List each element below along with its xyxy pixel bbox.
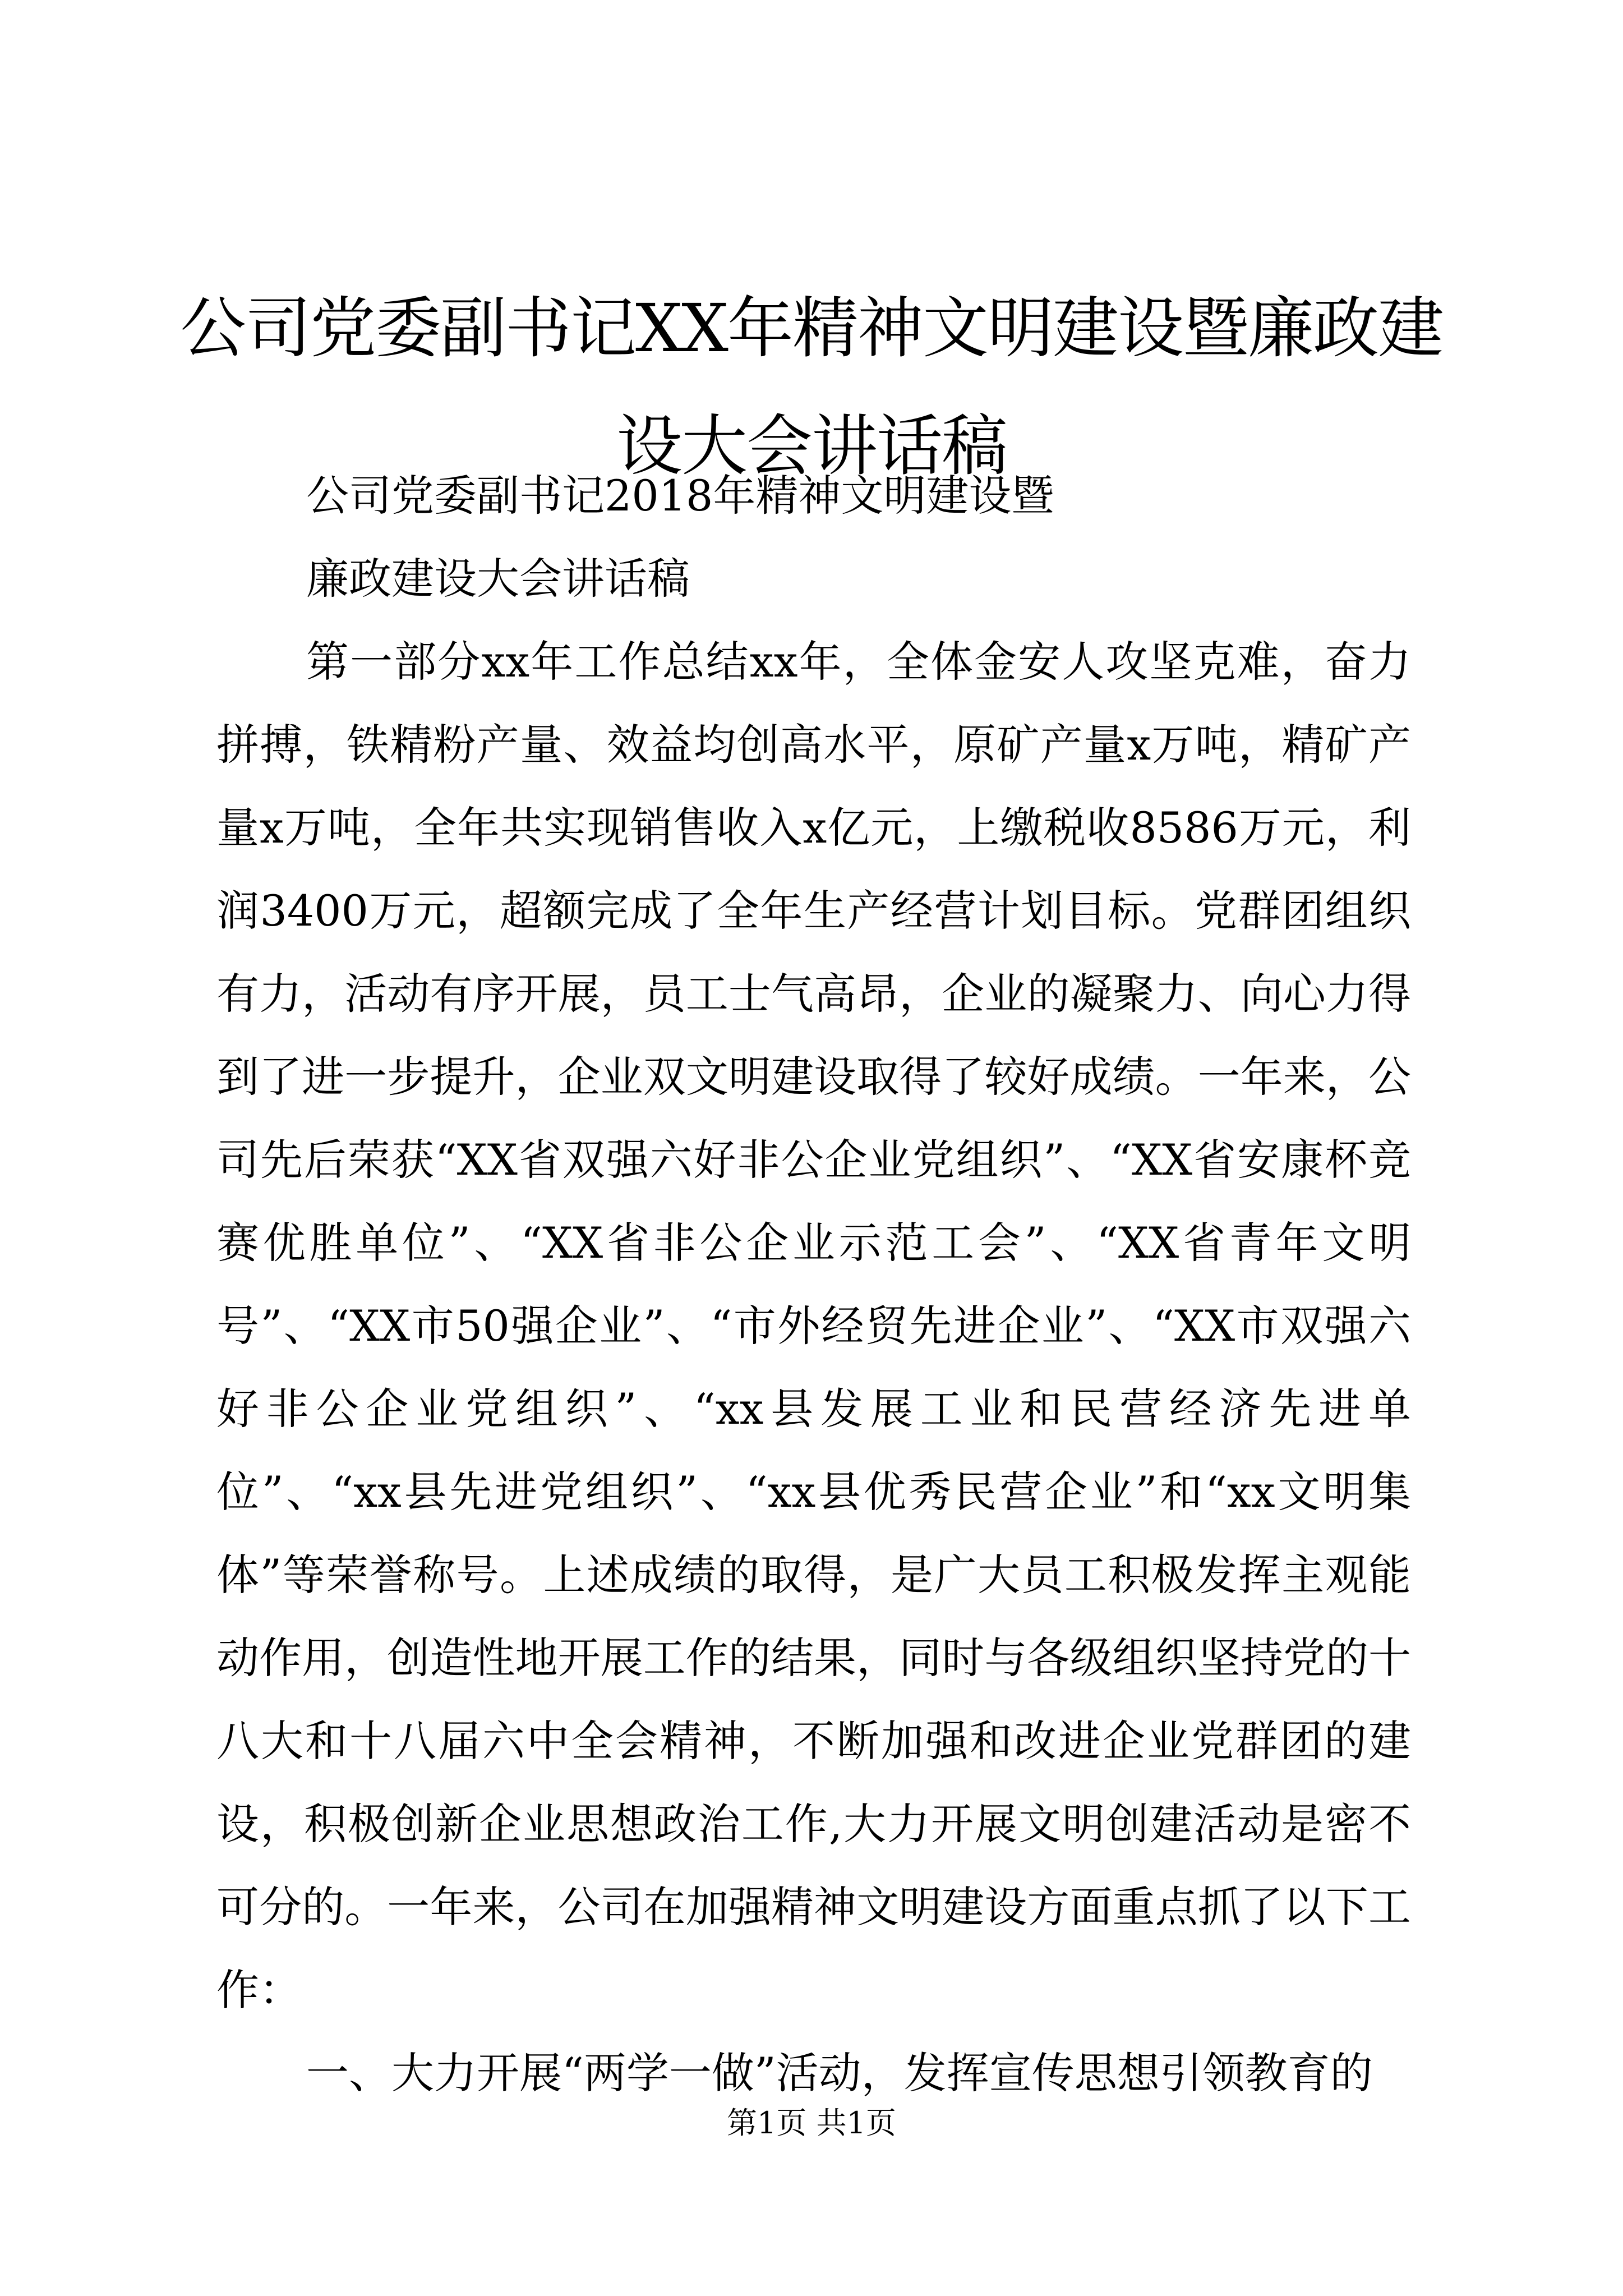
document-body xyxy=(216,454,1411,2115)
page-footer: 第1页 共1页 xyxy=(727,2105,896,2141)
subheading-line-2: 廉政建设大会讲话稿 xyxy=(306,554,690,604)
body-paragraph-1: 第一部分xx年工作总结xx年，全体金安人攻坚克难，奋力拼搏，铁精粉产量、效益均创高水平，原矿产量x万吨，精矿产量x万吨，全年共实现销售收入x亿元，上缴税收8586万元，利润3400万元，超额完成了全年生产经营计划目标。党群团组织有力，活动有序开展，员工士气高昂，企业的凝聚力、向心力得到了进一步提升，企业双文明建设取得了较好成绩。一年来，公司先后荣获“XX省双强六好非公企业党组织”、“XX省安康杯竞赛优胜单位”、“XX省非公企业示范工会”、“XX省青年文明号”、“XX市50强企业”、“市外经贸先进企业”、“XX市双强六好非公企业党组织”、“xx县发展工业和民营经济先进单位”、“xx县先进党组织”、“xx县优秀民营企业”和“xx文明集体”等荣誉称号。上述成绩的取得，是广大员工积极发挥主观能动作用，创造性地开展工作的结果，同时与各级组织坚持党的十八大和十八届六中全会精神，不断加强和改进企业党群团的建设，积极创新企业思想政治工作,大力开展文明创建活动是密不可分的。一年来，公司在加强精神文明建设方面重点抓了以下工作： xyxy=(216,637,1411,2015)
body-paragraph-2: 一、大力开展“两学一做”活动，发挥宣传思想引领教育的 xyxy=(306,2048,1373,2098)
title-line-1: 公司党委副书记XX年精神文明建设暨廉政建 xyxy=(179,289,1443,367)
subheading-line-1: 公司党委副书记2018年精神文明建设暨 xyxy=(306,471,1054,521)
title-line-2: 设大会讲话稿 xyxy=(616,407,1007,485)
